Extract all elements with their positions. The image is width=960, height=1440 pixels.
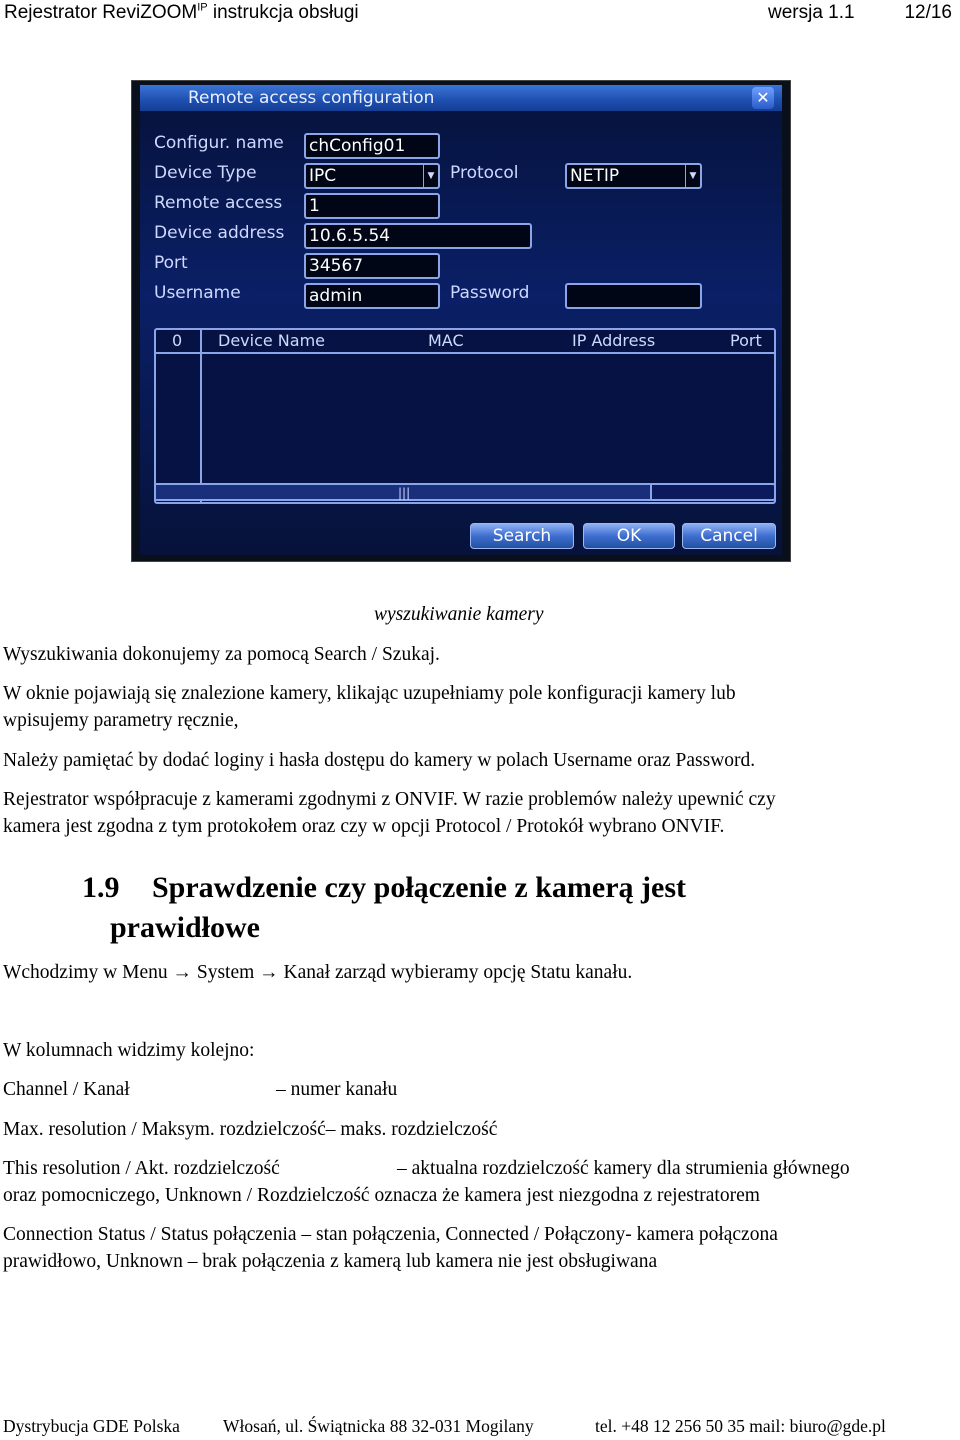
channel-term: Channel / Kanał [3,1079,130,1100]
paragraph-search: Wyszukiwania dokonujemy za pomocą Search / Szukaj. [3,644,440,665]
this-resolution-cont: oraz pomocniczego, Unknown / Rozdzielczość oznacza że kamera jest niezgodna z rejestratorem [3,1185,760,1206]
device-type-select[interactable] [304,163,440,189]
remote-access-field[interactable]: 1 [304,193,440,219]
close-icon[interactable]: ✕ [752,87,774,109]
chevron-down-icon[interactable]: ▼ [423,165,438,187]
col-ip-address[interactable]: IP Address [572,331,656,350]
this-resolution-desc: – aktualna rozdzielczość kamery dla strumienia głównego [397,1158,850,1179]
doc-version: wersja 1.1 [768,2,855,23]
footer-address: Włosań, ul. Świątnicka 88 32-031 Mogilany [223,1416,534,1436]
scroll-grip-icon: ||| [398,486,411,500]
footer-company: Dystrybucja GDE Polska [3,1416,180,1436]
menu-path: Wchodzimy w Menu → System → Kanał zarząd wybieramy opcję Statu kanału. [3,962,633,983]
port-label: Port [154,253,188,273]
col-port[interactable]: Port [730,331,762,350]
device-list[interactable] [154,328,776,504]
protocol-label: Protocol [450,163,519,183]
device-list-header [156,330,774,354]
username-label: Username [154,283,241,303]
page-header [4,2,952,26]
paragraph-found-cameras-2: wpisujemy parametry ręcznie, [3,710,239,731]
dialog-title [140,85,782,111]
device-type-value: IPC [309,166,337,186]
horizontal-scrollbar[interactable] [154,483,776,501]
password-label: Password [450,283,530,303]
max-resolution: Max. resolution / Maksym. rozdzielczość– maks. rozdzielczość [3,1119,498,1140]
protocol-select[interactable] [565,163,702,189]
paragraph-onvif-1: Rejestrator współpracuje z kamerami zgodnymi z ONVIF. W razie problemów należy upewnić czy [3,789,776,810]
remote-access-dialog [131,80,791,562]
section-title-line2: prawidłowe [110,911,260,944]
protocol-value: NETIP [570,166,620,186]
paragraph-logins: Należy pamiętać by dodać loginy i hasła dostępu do kamery w polach Username oraz Password. [3,750,756,771]
device-type-label: Device Type [154,163,257,183]
connection-status-2: prawidłowo, Unknown – brak połączenia z kamerą lub kamera nie jest obsługiwana [3,1251,658,1272]
chevron-down-icon[interactable]: ▼ [685,165,700,187]
footer-contact: tel. +48 12 256 50 35 mail: biuro@gde.pl [595,1416,886,1436]
column-divider [200,330,202,502]
columns-intro: W kolumnach widzimy kolejno: [3,1040,255,1061]
search-button[interactable]: Search [470,523,574,549]
doc-title: Rejestrator ReviZOOM$^{IP}$ instrukcja obsługi [4,1,359,23]
remote-access-label: Remote access [154,193,283,213]
paragraph-found-cameras-1: W oknie pojawiają się znalezione kamery, klikając uzupełniamy pole konfiguracji kamery lub [3,683,736,704]
figure-caption: wyszukiwanie kamery [374,604,544,625]
col-device-name[interactable]: Device Name [218,331,326,350]
username-field[interactable]: admin [304,283,440,309]
channel-desc: – numer kanału [276,1079,398,1100]
device-address-label: Device address [154,223,285,243]
cancel-button[interactable]: Cancel [682,523,776,549]
ok-button[interactable]: OK [583,523,675,549]
this-resolution-term: This resolution / Akt. rozdzielczość [3,1158,280,1179]
section-number: 1.9 [82,871,120,904]
config-name-field[interactable]: chConfig01 [304,133,440,159]
password-field[interactable] [565,283,702,309]
device-address-field[interactable]: 10.6.5.54 [304,223,532,249]
dialog-title-text: Remote access configuration [188,88,435,108]
page-number: 12/16 [904,2,952,23]
connection-status-1: Connection Status / Status połączenia – stan połączenia, Connected / Połączony- kamera połączona [3,1224,778,1245]
section-title-line1: Sprawdzenie czy połączenie z kamerą jest [152,871,687,904]
col-index[interactable]: 0 [172,331,183,350]
port-field[interactable]: 34567 [304,253,440,279]
config-name-label: Configur. name [154,133,284,153]
section-heading [82,868,686,948]
col-mac[interactable]: MAC [428,331,464,350]
paragraph-onvif-2: kamera jest zgodna z tym protokołem oraz czy w opcji Protocol / Protokół wybrano ONVIF. [3,816,725,837]
